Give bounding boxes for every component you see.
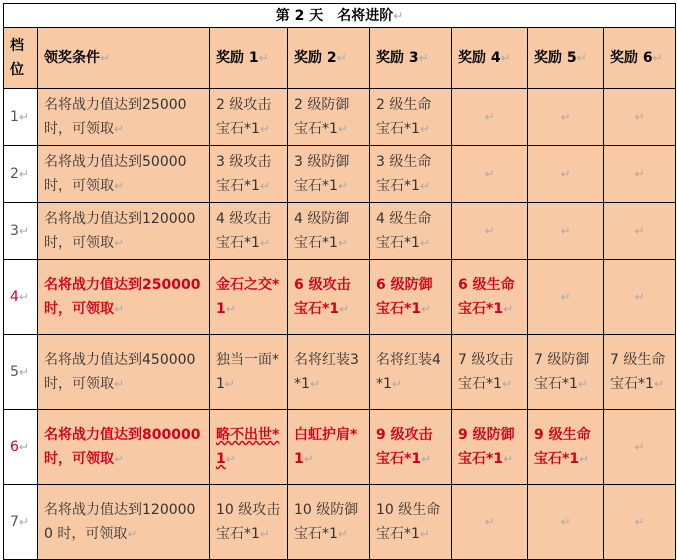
paragraph-mark-icon: ↵ [634, 440, 645, 454]
paragraph-mark-icon: ↵ [114, 452, 125, 466]
paragraph-mark-icon: ↵ [560, 110, 571, 124]
reward-cell-1: 3 级攻击宝石*1↵ [210, 146, 288, 203]
paragraph-mark-icon: ↵ [484, 224, 495, 238]
table-row [4, 203, 676, 260]
reward-cell-6 [604, 485, 676, 560]
table-title-cell [4, 4, 676, 28]
reward-cell-1: 独当一面*1↵ [210, 335, 288, 410]
reward-cell-2: 10 级防御宝石*1↵ [288, 485, 370, 560]
paragraph-mark-icon: ↵ [337, 236, 348, 250]
paragraph-mark-icon: ↵ [421, 452, 432, 466]
reward-cell-1: 2 级攻击宝石*1↵ [210, 89, 288, 146]
paragraph-mark-icon: ↵ [259, 179, 270, 193]
paragraph-mark-icon: ↵ [503, 302, 514, 316]
paragraph-mark-icon: ↵ [114, 377, 125, 391]
reward-cell-4 [452, 89, 528, 146]
reward-cell-3: 10 级生命宝石*1↵ [370, 485, 452, 560]
paragraph-mark-icon: ↵ [18, 515, 29, 529]
rank-cell: 4↵ [4, 260, 38, 335]
paragraph-mark-icon: ↵ [259, 527, 270, 541]
paragraph-mark-icon: ↵ [114, 302, 125, 316]
table-row [4, 89, 676, 146]
reward-cell-2: 4 级防御宝石*1↵ [288, 203, 370, 260]
paragraph-mark-icon: ↵ [18, 290, 29, 304]
paragraph-mark-icon: ↵ [127, 527, 138, 541]
paragraph-mark-icon: ↵ [100, 51, 111, 65]
paragraph-mark-icon: ↵ [503, 452, 514, 466]
rank-cell: 1↵ [4, 89, 38, 146]
header-reward-6: 奖励 6↵ [604, 28, 676, 89]
reward-cell-5: 9 级生命宝石*1↵ [528, 410, 604, 485]
header-condition: 领奖条件↵ [38, 28, 210, 89]
reward-cell-3: 2 级生命宝石*1↵ [370, 89, 452, 146]
table-title-row [4, 4, 676, 28]
paragraph-mark-icon: ↵ [114, 122, 125, 136]
table-row [4, 260, 676, 335]
condition-cell: 名将战力值达到1200000 时，可领取↵ [38, 485, 210, 560]
header-reward-1: 奖励 1↵ [210, 28, 288, 89]
paragraph-mark-icon: ↵ [419, 179, 430, 193]
paragraph-mark-icon: ↵ [337, 122, 348, 136]
reward-cell-6: 7 级生命宝石*1↵ [604, 335, 676, 410]
paragraph-mark-icon: ↵ [18, 110, 29, 124]
paragraph-mark-icon: ↵ [560, 224, 571, 238]
paragraph-mark-icon: ↵ [560, 290, 571, 304]
condition-cell: 名将战力值达到800000 时，可领取↵ [38, 410, 210, 485]
rewards-table [3, 3, 676, 560]
reward-cell-4: 7 级攻击宝石*1↵ [452, 335, 528, 410]
reward-cell-2: 白虹护肩*1↵ [288, 410, 370, 485]
reward-cell-6 [604, 203, 676, 260]
condition-cell: 名将战力值达到50000 时，可领取↵ [38, 146, 210, 203]
reward-cell-4: 6 级生命宝石*1↵ [452, 260, 528, 335]
reward-cell-3: 4 级生命宝石*1↵ [370, 203, 452, 260]
reward-cell-2: 名将红装3*1↵ [288, 335, 370, 410]
condition-cell: 名将战力值达到25000 时，可领取↵ [38, 89, 210, 146]
reward-cell-1: 略不出世*1↵ [210, 410, 288, 485]
paragraph-mark-icon: ↵ [421, 302, 432, 316]
paragraph-mark-icon: ↵ [303, 452, 314, 466]
paragraph-mark-icon: ↵ [484, 515, 495, 529]
reward-cell-5 [528, 146, 604, 203]
paragraph-mark-icon: ↵ [484, 110, 495, 124]
condition-cell: 名将战力值达到450000 时，可领取↵ [38, 335, 210, 410]
paragraph-mark-icon: ↵ [336, 51, 347, 65]
reward-cell-5: 7 级防御宝石*1↵ [528, 335, 604, 410]
paragraph-mark-icon: ↵ [258, 51, 269, 65]
rank-cell: 2↵ [4, 146, 38, 203]
reward-cell-2: 2 级防御宝石*1↵ [288, 89, 370, 146]
reward-cell-6 [604, 410, 676, 485]
paragraph-mark-icon: ↵ [18, 365, 29, 379]
paragraph-mark-icon: ↵ [225, 302, 236, 316]
paragraph-mark-icon: ↵ [560, 515, 571, 529]
header-reward-2: 奖励 2↵ [288, 28, 370, 89]
paragraph-mark-icon: ↵ [337, 179, 348, 193]
paragraph-mark-icon: ↵ [484, 167, 495, 181]
paragraph-mark-icon: ↵ [579, 452, 590, 466]
paragraph-mark-icon: ↵ [634, 167, 645, 181]
paragraph-mark-icon: ↵ [18, 440, 29, 454]
paragraph-mark-icon: ↵ [391, 377, 402, 391]
paragraph-mark-icon: ↵ [634, 224, 645, 238]
paragraph-mark-icon: ↵ [225, 452, 236, 466]
reward-cell-5 [528, 203, 604, 260]
table-row [4, 146, 676, 203]
paragraph-mark-icon: ↵ [114, 236, 125, 250]
rank-cell: 3↵ [4, 203, 38, 260]
reward-cell-5 [528, 485, 604, 560]
reward-cell-3: 6 级防御宝石*1↵ [370, 260, 452, 335]
table-row [4, 410, 676, 485]
reward-cell-3: 名将红装4*1↵ [370, 335, 452, 410]
reward-cell-1: 金石之交*1↵ [210, 260, 288, 335]
paragraph-mark-icon: ↵ [501, 377, 512, 391]
paragraph-mark-icon: ↵ [337, 527, 348, 541]
paragraph-mark-icon: ↵ [419, 236, 430, 250]
condition-cell: 名将战力值达到250000 时，可领取↵ [38, 260, 210, 335]
reward-cell-4: 9 级防御宝石*1↵ [452, 410, 528, 485]
table-row [4, 335, 676, 410]
reward-cell-6 [604, 146, 676, 203]
header-reward-5: 奖励 5↵ [528, 28, 604, 89]
paragraph-mark-icon: ↵ [339, 302, 350, 316]
table-header-row [4, 28, 676, 89]
header-reward-4: 奖励 4↵ [452, 28, 528, 89]
reward-cell-6 [604, 260, 676, 335]
paragraph-mark-icon: ↵ [259, 122, 270, 136]
condition-cell: 名将战力值达到120000 时，可领取↵ [38, 203, 210, 260]
paragraph-mark-icon: ↵ [224, 377, 235, 391]
reward-cell-4 [452, 146, 528, 203]
header-rank: 档位 [4, 28, 38, 89]
reward-cell-4 [452, 485, 528, 560]
paragraph-mark-icon: ↵ [18, 167, 29, 181]
reward-cell-2: 6 级攻击宝石*1↵ [288, 260, 370, 335]
paragraph-mark-icon: ↵ [653, 377, 664, 391]
paragraph-mark-icon: ↵ [652, 51, 663, 65]
rank-cell: 5↵ [4, 335, 38, 410]
paragraph-mark-icon: ↵ [419, 527, 430, 541]
paragraph-mark-icon: ↵ [634, 290, 645, 304]
reward-cell-4 [452, 203, 528, 260]
reward-cell-6 [604, 89, 676, 146]
reward-cell-1: 10 级攻击宝石*1↵ [210, 485, 288, 560]
rank-cell: 6↵ [4, 410, 38, 485]
header-reward-3: 奖励 3↵ [370, 28, 452, 89]
reward-cell-5 [528, 89, 604, 146]
paragraph-mark-icon: ↵ [634, 110, 645, 124]
reward-cell-3: 9 级攻击宝石*1↵ [370, 410, 452, 485]
paragraph-mark-icon: ↵ [634, 515, 645, 529]
paragraph-mark-icon: ↵ [500, 51, 511, 65]
rank-cell: 7↵ [4, 485, 38, 560]
table-row [4, 485, 676, 560]
paragraph-mark-icon: ↵ [393, 8, 404, 23]
paragraph-mark-icon: ↵ [259, 236, 270, 250]
table-title: 第 2 天 名将进阶 [275, 7, 394, 24]
paragraph-mark-icon: ↵ [577, 377, 588, 391]
reward-cell-1: 4 级攻击宝石*1↵ [210, 203, 288, 260]
paragraph-mark-icon: ↵ [309, 377, 320, 391]
paragraph-mark-icon: ↵ [560, 167, 571, 181]
reward-cell-5 [528, 260, 604, 335]
paragraph-mark-icon: ↵ [18, 224, 29, 238]
paragraph-mark-icon: ↵ [418, 51, 429, 65]
paragraph-mark-icon: ↵ [419, 122, 430, 136]
reward-cell-2: 3 级防御宝石*1↵ [288, 146, 370, 203]
reward-cell-3: 3 级生命宝石*1↵ [370, 146, 452, 203]
paragraph-mark-icon: ↵ [114, 179, 125, 193]
paragraph-mark-icon: ↵ [576, 51, 587, 65]
